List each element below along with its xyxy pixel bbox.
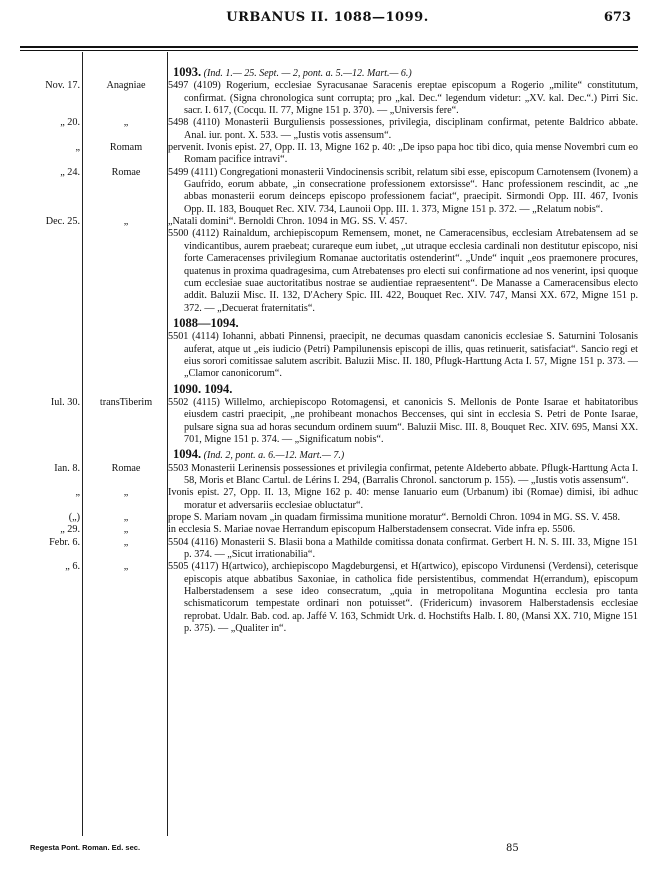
header-rule-thin (20, 50, 638, 51)
entry-place (84, 228, 168, 314)
entry-place: transTiberim (99, 396, 153, 408)
entry-date (20, 228, 84, 314)
entry-date: „ 29. (60, 524, 80, 536)
entry-date: Nov. 17. (45, 80, 80, 92)
entry-date: „ 20. (60, 117, 80, 129)
header-rule-thick (20, 46, 638, 48)
entry-place (84, 383, 168, 397)
entry-text: 5497 (4109) Rogerium, ecclesiae Syracusanae Saracenis ereptae episcopum a Rogerio „milite“ constitutum, confirmat. (Signa chronologica sunt corrupta; pro „kal. Dec.“ legendum videtur: „XV. kal. Dec.“.) Pirri Sic. sacr. I. 617, (Cocqu. II. 77, Migne 151 p. 370). — „Universis fere“. (168, 80, 638, 117)
entry-row (20, 463, 638, 488)
entry-date: Iul. 30. (50, 396, 80, 408)
running-header (20, 10, 635, 32)
regesta-entries (20, 64, 638, 635)
entry-text: 5502 (4115) Willelmo, archiepiscopo Rotomagensi, et canonicis S. Mellonis de Ponte Isarae et habitatoribus eiusdem castri praecipit, „ne prohibeant monachos Beccenses, qui sint in ecclesia S. Petri de Ponte Isarae, pulsare signa sua ad horas secundum ordinem suum“. Baluzii Misc. III. 8, Bouquet Rec. XIV. 695, Mansi XX. 701, Migne 151 p. 374. — „Significatum nobis“. (168, 396, 638, 445)
entry-row (20, 397, 638, 446)
entry-date: Ian. 8. (54, 462, 80, 474)
entry-text: 5504 (4116) Monasterii S. Blasii bona a Mathilde comitissa donata confirmat. Gerbert H. N. S. III. 33, Migne 151 p. 374. — „Sicut irrationabilia“. (168, 536, 638, 561)
entry-date: („) (68, 512, 80, 524)
entry-date (20, 66, 84, 80)
running-title: URBANUS II. 1088—1099. (226, 10, 429, 25)
year-heading-row (20, 448, 638, 462)
entry-place: „ (123, 524, 129, 536)
entry-text: „Natali domini“. Bernoldi Chron. 1094 in MG. SS. V. 457. (168, 216, 408, 228)
entry-place: Anagniae (106, 80, 146, 92)
entry-date (20, 383, 84, 397)
entry-row (20, 537, 638, 562)
entry-text: in ecclesia S. Mariae novae Herrandum episcopum Halberstadensem consecrat. Vide infra ep. 5506. (168, 524, 576, 536)
entry-row (20, 331, 638, 380)
entry-row (20, 228, 638, 314)
entry-row (20, 117, 638, 142)
entry-text: Ivonis epist. 27, Opp. II. 13, Migne 162 p. 40: mense Ianuario eum (Urbanum) ibi (Romae) dimisi, ibi adhuc moratur et adversariis ecclesiae obluctatur“. (168, 487, 638, 511)
entry-text: pervenit. Ivonis epist. 27, Opp. II. 13, Migne 162 p. 40: „De ipso papa hoc tibi dico, quia mense Novembri cum eo Romam pacifice intravi“. (168, 142, 638, 166)
entry-row (20, 80, 638, 117)
entry-place (84, 66, 168, 80)
entry-date (20, 317, 84, 331)
year-heading: 1088—1094. (173, 315, 239, 330)
page-number: 673 (603, 10, 631, 25)
entry-row (20, 524, 638, 536)
entry-place: Romae (111, 166, 141, 178)
entry-row (20, 487, 638, 512)
entry-place (84, 331, 168, 380)
entry-place: „ (123, 117, 129, 129)
entry-text: 5503 Monasterii Lerinensis possessiones et privilegia confirmat, petente Aldeberto abbate. Pflugk-Harttung Acta I. 58, Moris et Blanc Cartul. de Lérins I. 294, (Barralis Chronol. sanctorum p. 155). — „Iustis votis assensum“. (168, 462, 638, 486)
entry-text: 5498 (4110) Monasterii Burguliensis possessiones, privilegia, disciplinam confirmat, petente Baldrico abbate. Anal. iur. pont. X. 533. — „Iustis votis assensum“. (168, 117, 638, 141)
footer-sheet-number: 85 (506, 843, 519, 854)
entry-text: 5500 (4112) Rainaldum, archiepiscopum Remensem, monet, ne Cameracensibus, ecclesiam Atrebatensem ad se vindicantibus, aurem praebeat; curareque eum iubet, „ut utraque ecclesia cardinali non destitutur episcopo, nisi forte Cameracenses privilegium Romanae auctoritatis ostenderint“. „Unde“ inquit „eos praemonere procures, quatenus in proxima quadragesima, cum Atrebatenses pro electi sui confirmatione ad nos venerint, ipsi quoque cum ecclesiae suae auctoritatibus nostrae se audientiae repraesentent“. De Manasse a Cameracensibus electo addit. Baluzii Misc. II. 132, D'Achery Spic. III. 422, Bouquet Rec. XIV. 747, Mansi XX. 672, Migne 151 p. 372. — „Decuerat fraternitatis“. (168, 228, 638, 314)
entry-text: prope S. Mariam novam „in quadam firmissima munitione moratur“. Bernoldi Chron. 1094 in MG. SS. V. 458. (168, 512, 621, 524)
entry-date (20, 448, 84, 462)
entry-row (20, 512, 638, 524)
indiction-note: (Ind. 2, pont. a. 6.—12. Mart.— 7.) (203, 450, 345, 462)
entry-place: „ (123, 536, 129, 548)
entry-row (20, 216, 638, 228)
entry-text: 5501 (4114) Iohanni, abbati Pinnensi, praecipit, ne decumas quasdam canonicis ecclesiae S. Saturnini Tolosanis auferat, atque ut „eis iudicio (Petri) Pampilunensis episcopi de illis, quas retinuerit, satisfaciat“. Sancio regi et eius sorori comitissae salutem ascribit. Baluzii Misc. II. 180, Pflugk-Harttung Acta I. 57, Migne 151 p. 373. — „Clamor canonicorum“. (168, 331, 638, 380)
entry-place: Romae (111, 462, 141, 474)
year-heading-row (20, 383, 638, 397)
year-heading: 1093. (173, 65, 202, 79)
entry-text: 5505 (4117) H(artwico), archiepiscopo Magdeburgensi, et H(artwico), episcopo Virdunensi (Verdensi), ceterisque episcopis atque abbatibus Saxoniae, in catholica fide persistentibus, commendat H(errandum), episcopum Halberstadensem a sese ideo consecratum, „quia in metropolitana Moguntina ecclesia pro tanta schismaticorum tempestate ordinari non potuisset“. (Fridericum) invasorem Halberstadensis ecclesiae reprobat. Udalr. Bab. cod. ap. Jaffé V. 163, Schmidt Urk. d. Hochstifts Halb. I. 80, (Mansi XX. 710, Migne 151 p. 375). — „Qualiter in“. (168, 561, 638, 635)
entry-date: Dec. 25. (45, 216, 80, 228)
entry-date: „ (75, 487, 80, 499)
entry-place (84, 317, 168, 331)
year-heading-row (20, 317, 638, 331)
entry-place: „ (123, 216, 129, 228)
indiction-note: (Ind. 1.— 25. Sept. — 2, pont. a. 5.—12. Mart.— 6.) (203, 68, 412, 79)
year-heading: 1090. 1094. (173, 381, 233, 396)
entry-place: „ (123, 512, 129, 524)
footer-signature: Regesta Pont. Roman. Ed. sec. (30, 843, 141, 852)
entry-date: Febr. 6. (49, 536, 80, 548)
year-heading: 1094. (173, 447, 202, 462)
entry-date: „ 24. (60, 166, 80, 178)
entry-place (84, 448, 168, 462)
entry-date: „ (75, 142, 80, 154)
entry-row (20, 561, 638, 635)
entry-date (20, 331, 84, 380)
entry-row (20, 167, 638, 216)
entry-place: Romam (109, 142, 143, 154)
year-heading-row (20, 66, 638, 80)
entry-place: „ (123, 487, 129, 499)
entry-place: „ (123, 561, 129, 573)
entry-text: 5499 (4111) Congregationi monasterii Vindocinensis scribit, relatum sibi esse, episcopum Carnotensem (Ivonem) a Gaufrido, eorum abbate, „in consecratione professionem extorsisse“. Hanc professionem rescindit, ac „ne abbas monasterii eorum deinceps episcopo professionem faciat“, praecipit. Sirmondi Opp. III. 467, Ivonis Opp. II. 183, Bouquet Rec. XIV. 734, Launoii Opp. III. 1. 373, Migne 151 p. 372. — „Relatum nobis“. (168, 166, 638, 215)
entry-row (20, 142, 638, 167)
entry-date: „ 6. (65, 561, 80, 573)
